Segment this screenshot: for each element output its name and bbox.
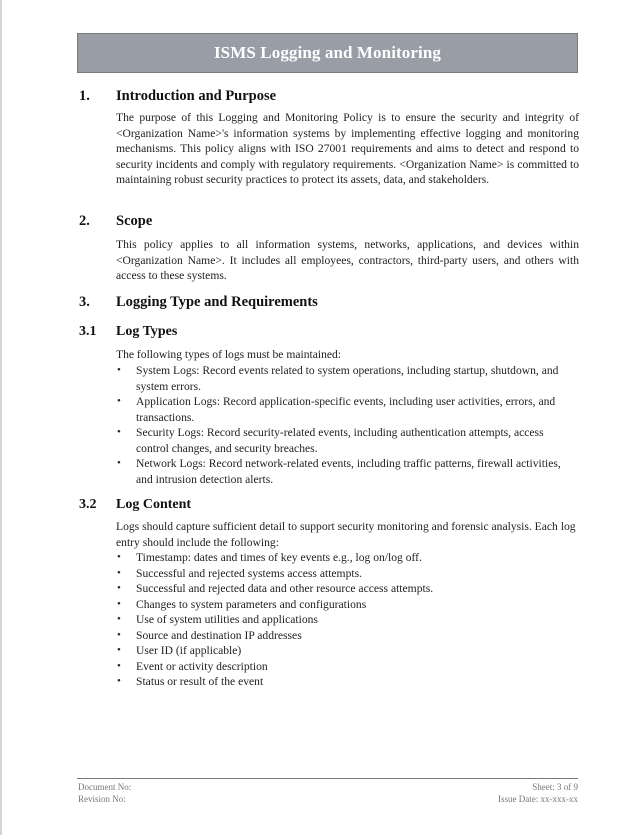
bullet-icon: • [117, 457, 121, 469]
bullet-icon: • [117, 597, 121, 610]
list-item-text: Use of system utilities and applications [136, 613, 318, 626]
list-item-text: Application Logs: Record application-specific events, including user activities, errors, and transactions. [136, 395, 556, 424]
list-item-text: Source and destination IP addresses [136, 628, 302, 642]
footer-divider [77, 778, 578, 779]
section-heading-2 [79, 213, 152, 230]
document-title: ISMS Logging and Monitoring [213, 43, 442, 62]
list-item [116, 674, 579, 690]
section-title: Logging Type and Requirements [116, 294, 318, 310]
section-heading-3 [79, 294, 318, 311]
list-item [116, 597, 579, 613]
list-item [116, 612, 579, 628]
bullet-icon: • [117, 566, 121, 579]
bullet-icon: • [117, 628, 121, 641]
list-item-text: Timestamp: dates and times of key events e.g., log on/log off. [136, 551, 422, 564]
subsection-intro-3-2: Logs should capture sufficient detail to support security monitoring and forensic analysis. Each log entry should include the following: [116, 520, 576, 549]
list-item [116, 363, 579, 394]
subsection-title: Log Types [116, 324, 178, 339]
bullet-icon: • [117, 426, 121, 438]
list-item [116, 550, 579, 566]
subsection-heading-3-2 [79, 497, 191, 513]
section-number: 1. [79, 88, 90, 104]
bullet-icon: • [117, 364, 121, 376]
document-number-label: Document No: [78, 782, 132, 792]
bullet-icon: • [117, 582, 121, 594]
revision-number-label: Revision No: [78, 794, 126, 804]
section-heading-1 [79, 88, 276, 105]
bullet-icon: • [117, 613, 121, 625]
section-number: 2. [79, 213, 90, 229]
list-item [116, 456, 579, 487]
list-item-text: System Logs: Record events related to system operations, including startup, shutdown, and system errors. [136, 364, 559, 393]
list-item [116, 425, 579, 456]
list-item-text: Successful and rejected systems access attempts. [136, 566, 363, 580]
list-item-text: Event or activity description [136, 659, 268, 673]
bullet-icon: • [117, 551, 121, 563]
subsection-intro-3-1: The following types of logs must be maintained: [116, 348, 342, 361]
log-types-list [116, 363, 579, 487]
footer-right [498, 781, 578, 805]
list-item [116, 581, 579, 597]
bullet-icon: • [117, 644, 121, 656]
list-item [116, 643, 579, 659]
footer-left [78, 781, 131, 805]
list-item-text: Status or result of the event [136, 675, 264, 688]
section-paragraph-1: The purpose of this Logging and Monitoring Policy is to ensure the security and integrity of <Organization Name>'s information systems by implementing effective logging and monitoring mechanisms. This policy aligns with ISO 27001 requirements and aims to detect and respond to security incidents and comply with regulatory requirements. <Organization Name> is committed to maintaining robust security practices to protect its assets, data, and stakeholders. [116, 111, 579, 186]
list-item [116, 659, 579, 675]
section-title: Introduction and Purpose [116, 88, 277, 104]
list-item [116, 394, 579, 425]
list-item-text: Network Logs: Record network-related events, including traffic patterns, firewall activities, and intrusion detection alerts. [136, 457, 561, 486]
bullet-icon: • [117, 659, 121, 672]
list-item [116, 566, 579, 582]
subsection-number: 3.1 [79, 324, 97, 339]
list-item-text: Security Logs: Record security-related events, including authentication attempts, access control changes, and security breaches. [136, 426, 544, 455]
document-title-bar [77, 33, 578, 73]
list-item-text: Successful and rejected data and other resource access attempts. [136, 582, 434, 595]
bullet-icon: • [117, 675, 121, 687]
list-item-text: User ID (if applicable) [136, 644, 242, 657]
bullet-icon: • [117, 395, 121, 407]
page-left-edge [0, 0, 2, 835]
list-item [116, 628, 579, 644]
subsection-heading-3-1 [79, 324, 177, 340]
sheet-number: Sheet: 3 of 9 [532, 782, 578, 792]
section-number: 3. [79, 294, 90, 310]
subsection-title: Log Content [116, 497, 192, 512]
list-item-text: Changes to system parameters and configurations [136, 597, 367, 611]
log-content-list [116, 550, 579, 690]
section-title: Scope [116, 213, 153, 229]
section-paragraph-2: This policy applies to all information systems, networks, applications, and devices within <Organization Name>. It includes all employees, contractors, third-party users, and others with access to these systems. [116, 238, 579, 282]
issue-date: Issue Date: xx-xxx-xx [498, 794, 578, 804]
subsection-number: 3.2 [79, 497, 97, 512]
